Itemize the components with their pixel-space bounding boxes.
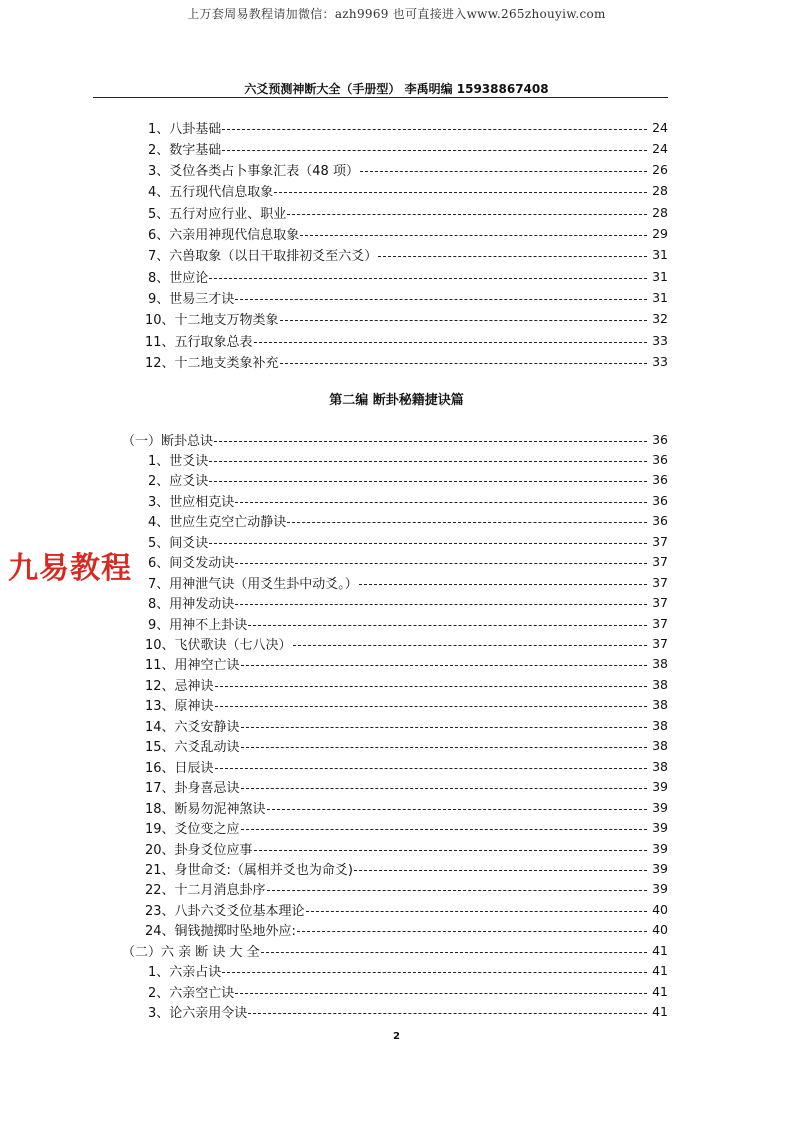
toc-entry-page: 37 xyxy=(652,554,668,570)
toc-entry-label: 10、飞伏歌诀（七八决） xyxy=(145,638,292,653)
toc-leader-dots xyxy=(248,625,647,626)
toc-entry xyxy=(148,245,668,265)
toc-entry-label: 5、五行对应行业、职业 xyxy=(148,206,287,222)
toc-entry-page: 38 xyxy=(652,676,668,692)
toc-leader-dots xyxy=(241,788,647,789)
toc-entry-label: 5、间爻诀 xyxy=(148,535,209,551)
toc-leader-dots xyxy=(287,522,647,523)
toc-leader-dots xyxy=(280,320,647,321)
toc-entry xyxy=(148,138,668,158)
toc-leader-dots xyxy=(359,584,647,585)
toc-entry xyxy=(148,981,668,1001)
toc-entry xyxy=(145,736,668,756)
toc-entry-label: 9、世易三才诀 xyxy=(148,291,235,307)
toc-entry-page: 40 xyxy=(652,922,668,938)
toc-leader-dots xyxy=(222,129,647,130)
toc-entry-label: 10、十二地支万物类象 xyxy=(145,313,279,329)
toc-entry-label: 7、六兽取象（以日干取排初爻至六爻） xyxy=(148,249,378,265)
toc-entry-label: 7、用神泄气诀（用爻生卦中动爻。） xyxy=(148,576,358,592)
toc-leader-dots xyxy=(274,192,647,193)
toc-entry-page: 39 xyxy=(652,779,668,795)
toc-entry-label: 1、六亲占诀 xyxy=(148,965,222,981)
toc-entry xyxy=(145,838,668,858)
toc-entry xyxy=(145,330,668,350)
toc-entry-label: 15、六爻乱动诀 xyxy=(145,740,240,756)
toc-entry-label: 11、五行取象总表 xyxy=(145,334,253,350)
toc-entry-page: 39 xyxy=(652,840,668,856)
toc-entry xyxy=(148,202,668,222)
toc-entry-label: 3、论六亲用令诀 xyxy=(148,1006,248,1022)
toc-entry xyxy=(145,634,668,654)
toc-entry-label: 22、十二月消息卦序 xyxy=(145,883,266,899)
toc-leader-dots xyxy=(241,665,647,666)
toc-leader-dots xyxy=(215,768,647,769)
toc-entry xyxy=(122,429,668,449)
toc-leader-dots xyxy=(241,727,647,728)
toc-entry-label: 6、六亲用神现代信息取象 xyxy=(148,228,300,243)
toc-entry-page: 41 xyxy=(652,1004,668,1020)
toc-entry-page: 36 xyxy=(652,431,668,447)
toc-entry-page: 40 xyxy=(652,901,668,917)
toc-entry xyxy=(148,490,668,510)
toc-entry-label: 16、日辰诀 xyxy=(145,760,214,776)
watermark-logo: 九易教程 xyxy=(8,551,132,586)
toc-entry xyxy=(145,715,668,735)
toc-entry xyxy=(145,309,668,329)
toc-entry-page: 31 xyxy=(652,268,668,284)
toc-entry-label: 23、八卦六爻爻位基本理论 xyxy=(145,903,305,919)
toc-entry-page: 33 xyxy=(652,332,668,348)
toc-leader-dots xyxy=(209,543,647,544)
toc-entry-label: 3、爻位各类占卜事象汇表（48 项） xyxy=(148,164,359,180)
toc-entry-label: 8、世应论 xyxy=(148,270,209,286)
toc-entry xyxy=(148,181,668,201)
toc-entry-label: 2、应爻诀 xyxy=(148,474,209,490)
toc-entry-label: 21、身世命爻:（属相并爻也为命爻) xyxy=(145,862,353,878)
toc-entry-page: 28 xyxy=(652,183,668,199)
toc-entry-label: （二）六 亲 断 诀 大 全 xyxy=(122,944,260,960)
toc-entry-label: 3、世应相克诀 xyxy=(148,494,235,510)
toc-entry xyxy=(148,470,668,490)
toc-entry-label: 8、用神发动诀 xyxy=(148,597,235,613)
toc-entry-label: 1、八卦基础 xyxy=(148,121,222,137)
toc-entry-label: 4、五行现代信息取象 xyxy=(148,185,274,201)
toc-entry xyxy=(148,552,668,572)
toc-entry-page: 36 xyxy=(652,472,668,488)
toc-leader-dots xyxy=(222,150,647,151)
toc-entry xyxy=(145,654,668,674)
toc-entry xyxy=(145,858,668,878)
toc-entry xyxy=(145,899,668,919)
toc-entry xyxy=(145,351,668,371)
toc-entry-page: 38 xyxy=(652,697,668,713)
toc-leader-dots xyxy=(241,747,647,748)
book-header: 六爻预测神断大全（手册型） 李禹明编 15938867408 xyxy=(244,82,549,96)
toc-entry-page: 41 xyxy=(652,942,668,958)
section-title: 第二编 断卦秘籍捷诀篇 xyxy=(329,393,464,408)
toc-entry-page: 36 xyxy=(652,451,668,467)
toc-leader-dots xyxy=(280,363,647,364)
toc-entry-page: 37 xyxy=(652,636,668,651)
toc-leader-dots xyxy=(215,686,647,687)
toc-entry-page: 26 xyxy=(652,162,668,178)
toc-leader-dots xyxy=(254,850,647,851)
toc-entry-label: 12、忌神诀 xyxy=(145,678,214,694)
toc-entry-page: 31 xyxy=(652,247,668,263)
page-number: 2 xyxy=(393,1031,400,1042)
toc-entry-page: 41 xyxy=(652,963,668,979)
toc-entry xyxy=(145,777,668,797)
toc-leader-dots xyxy=(354,870,647,871)
toc-entry xyxy=(122,940,668,960)
toc-entry-label: 2、数字基础 xyxy=(148,142,222,158)
toc-leader-dots xyxy=(293,645,647,646)
toc-entry xyxy=(148,511,668,531)
toc-entry-page: 28 xyxy=(652,204,668,220)
toc-entry-label: 1、世爻诀 xyxy=(148,453,209,469)
toc-entry xyxy=(145,756,668,776)
toc-entry-label: 12、十二地支类象补充 xyxy=(145,355,279,371)
toc-entry-page: 38 xyxy=(652,717,668,733)
toc-entry-label: 19、爻位变之应 xyxy=(145,822,240,838)
toc-entry xyxy=(145,695,668,715)
toc-entry xyxy=(145,674,668,694)
toc-entry xyxy=(148,287,668,307)
toc-leader-dots xyxy=(215,706,647,707)
toc-leader-dots xyxy=(267,890,647,891)
top-notice: 上万套周易教程请加微信：azh9969 也可直接进入www.265zhouyiw.com xyxy=(187,7,606,21)
toc-entry xyxy=(145,797,668,817)
toc-entry xyxy=(148,117,668,137)
toc-entry-page: 37 xyxy=(652,533,668,549)
toc-leader-dots xyxy=(235,299,647,300)
toc-leader-dots xyxy=(241,829,647,830)
toc-entry xyxy=(145,818,668,838)
toc-leader-dots xyxy=(235,563,647,564)
toc-leader-dots xyxy=(248,1013,647,1014)
toc-leader-dots xyxy=(209,278,647,279)
toc-leader-dots xyxy=(306,911,647,912)
toc-leader-dots xyxy=(297,931,647,932)
toc-entry xyxy=(148,1002,668,1022)
toc-entry-label: （一）断卦总诀 xyxy=(122,433,214,449)
toc-entry-page: 33 xyxy=(652,353,668,369)
toc-leader-dots xyxy=(235,604,647,605)
toc-entry-page: 37 xyxy=(652,595,668,611)
toc-entry-page: 36 xyxy=(652,513,668,529)
toc-entry-label: 24、铜钱抛掷时坠地外应: xyxy=(145,924,296,940)
toc-entry xyxy=(148,572,668,592)
toc-entry-page: 31 xyxy=(652,289,668,305)
toc-entry-label: 14、六爻安静诀 xyxy=(145,719,240,735)
toc-entry-label: 4、世应生克空亡动静诀 xyxy=(148,515,287,531)
toc-entry xyxy=(148,593,668,613)
toc-leader-dots xyxy=(261,952,647,953)
toc-leader-dots xyxy=(287,214,647,215)
toc-entry-page: 32 xyxy=(652,311,668,327)
toc-leader-dots xyxy=(360,171,647,172)
toc-entry xyxy=(148,266,668,286)
toc-entry-page: 24 xyxy=(652,140,668,156)
toc-leader-dots xyxy=(222,972,647,973)
toc-leader-dots xyxy=(378,256,647,257)
toc-entry-page: 38 xyxy=(652,738,668,754)
toc-entry-page: 36 xyxy=(652,492,668,508)
toc-entry-label: 11、用神空亡诀 xyxy=(145,658,240,674)
toc-leader-dots xyxy=(235,993,647,994)
toc-leader-dots xyxy=(267,809,647,810)
toc-entry-page: 24 xyxy=(652,119,668,135)
toc-entry-label: 18、断易勿泥神煞诀 xyxy=(145,801,266,817)
toc-entry-page: 39 xyxy=(652,799,668,815)
toc-entry xyxy=(148,531,668,551)
header-divider xyxy=(93,97,668,98)
toc-entry-page: 41 xyxy=(652,983,668,999)
toc-entry-label: 20、卦身爻位应事 xyxy=(145,842,253,858)
toc-leader-dots xyxy=(254,342,647,343)
toc-leader-dots xyxy=(300,235,647,236)
toc-entry-label: 13、原神诀 xyxy=(145,699,214,715)
toc-entry-page: 39 xyxy=(652,860,668,876)
toc-entry-label: 9、用神不上卦诀 xyxy=(148,617,248,633)
toc-entry-page: 39 xyxy=(652,820,668,836)
toc-entry xyxy=(148,961,668,981)
toc-entry xyxy=(148,224,668,244)
toc-leader-dots xyxy=(214,441,647,442)
toc-entry-page: 38 xyxy=(652,656,668,672)
toc-entry-page: 37 xyxy=(652,574,668,590)
toc-entry-label: 2、六亲空亡诀 xyxy=(148,985,235,1001)
toc-entry xyxy=(145,879,668,899)
toc-entry-label: 6、间爻发动诀 xyxy=(148,556,235,572)
toc-entry xyxy=(148,449,668,469)
toc-entry xyxy=(148,613,668,633)
toc-entry-page: 29 xyxy=(652,226,668,241)
toc-leader-dots xyxy=(209,481,647,482)
toc-entry-page: 38 xyxy=(652,758,668,774)
toc-leader-dots xyxy=(235,502,647,503)
toc-entry-page: 39 xyxy=(652,881,668,897)
toc-entry-label: 17、卦身喜忌诀 xyxy=(145,781,240,797)
toc-entry-page: 37 xyxy=(652,615,668,631)
toc-entry xyxy=(145,920,668,940)
toc-entry xyxy=(148,160,668,180)
toc-leader-dots xyxy=(209,461,647,462)
